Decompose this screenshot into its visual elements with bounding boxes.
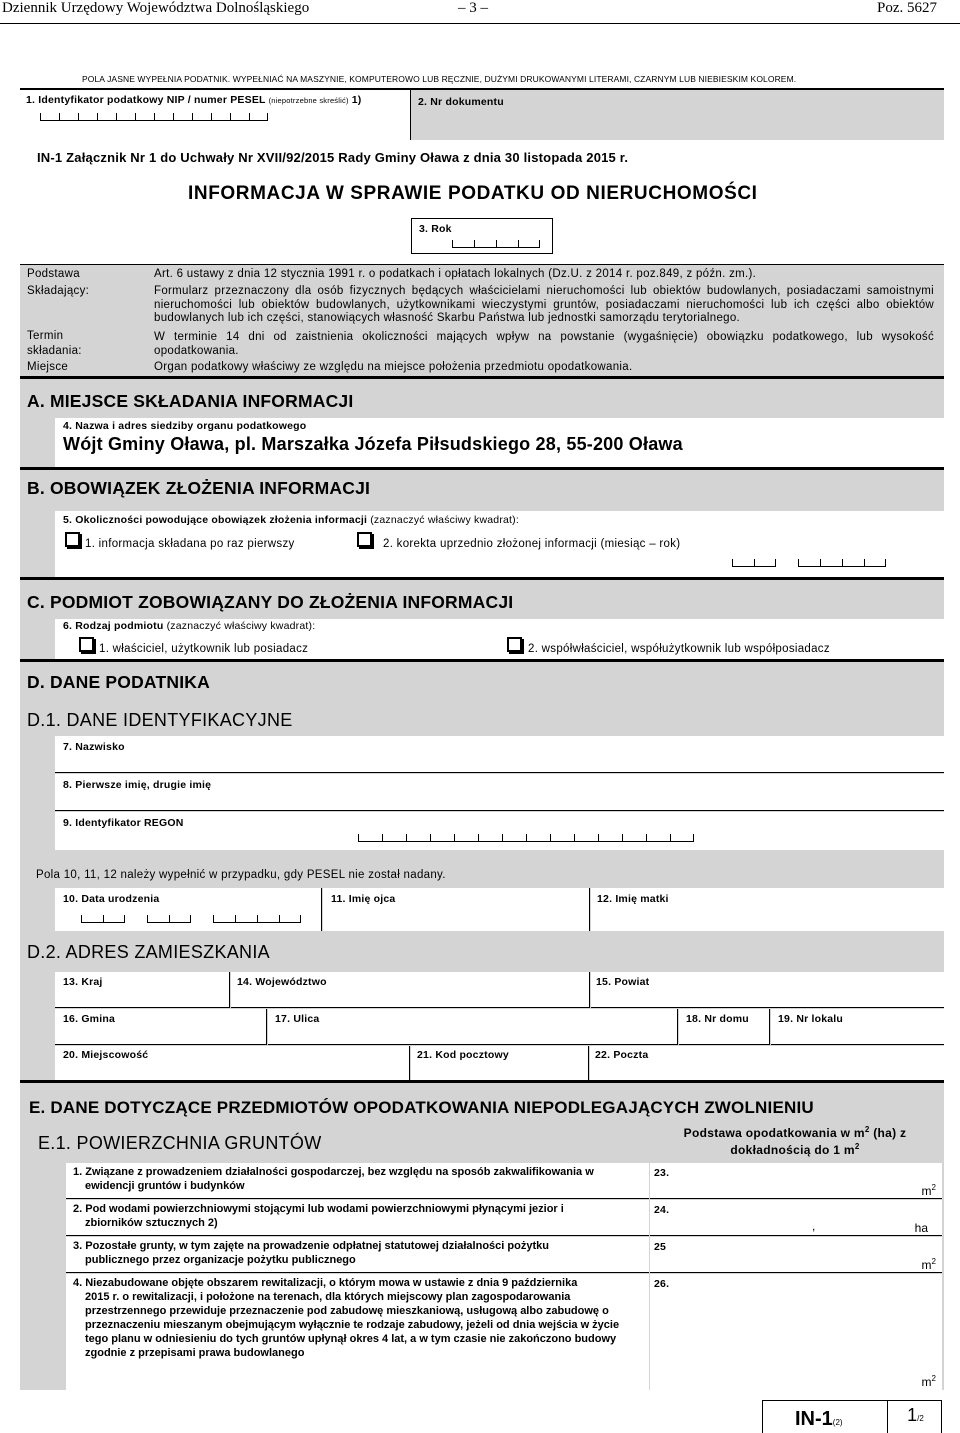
land-row-3-description bbox=[66, 1237, 649, 1273]
field-23-business-land-area[interactable] bbox=[650, 1163, 942, 1199]
land-row-3-text-2: publicznego przez organizacje pożytku publicznego bbox=[85, 1254, 356, 1266]
field-4-value: Wójt Gminy Oława, pl. Marszałka Józefa Piłsudskiego 28, 55-200 Oława bbox=[63, 434, 683, 454]
form-code-box bbox=[762, 1400, 942, 1433]
field-13-country[interactable] bbox=[55, 972, 230, 1008]
section-a-title: A. MIEJSCE SKŁADANIA INFORMACJI bbox=[27, 391, 354, 411]
field-10-year-boxes bbox=[213, 915, 301, 923]
attachment-line: IN-1 Załącznik Nr 1 do Uchwały Nr XVII/92/2015 Rady Gminy Oława z dnia 30 listopada 2015 r. bbox=[37, 150, 629, 165]
field-11-father-name[interactable] bbox=[323, 888, 590, 931]
section-e bbox=[20, 1080, 944, 1390]
field-6-option-2-checkbox[interactable] bbox=[507, 637, 522, 652]
field-4-authority[interactable] bbox=[55, 418, 944, 468]
section-e-title: E. DANE DOTYCZĄCE PRZEDMIOTÓW OPODATKOWANIA NIEPODLEGAJĄCYCH ZWOLNIENIU bbox=[29, 1098, 814, 1117]
field-12-label: 12. Imię matki bbox=[597, 893, 669, 905]
field-14-label: 14. Województwo bbox=[237, 976, 327, 988]
field-1-nip-pesel[interactable] bbox=[20, 90, 411, 140]
field-5-option-2-checkbox[interactable] bbox=[357, 532, 372, 547]
field-2-label: 2. Nr dokumentu bbox=[418, 96, 504, 108]
field-6-subject-type bbox=[55, 619, 944, 661]
field-16-municipality[interactable] bbox=[55, 1009, 267, 1045]
field-6-option-1-label: 1. właściciel, użytkownik lub posiadacz bbox=[99, 643, 309, 655]
deadline-label-2: składania: bbox=[27, 345, 82, 357]
section-e1-title: E.1. POWIERZCHNIA GRUNTÓW bbox=[38, 1133, 322, 1153]
field-3-char-boxes bbox=[452, 240, 540, 248]
form-title: INFORMACJA W SPRAWIE PODATKU OD NIERUCHOMOŚCI bbox=[188, 183, 758, 204]
basis-text: Art. 6 ustawy z dnia 12 stycznia 1991 r. o podatkach i opłatach lokalnych (Dz.U. z 2014 r. poz.849, z późn. zm.). bbox=[154, 268, 757, 280]
legal-info-block bbox=[20, 264, 944, 376]
field-19-label: 19. Nr lokalu bbox=[778, 1013, 844, 1025]
section-d-title: D. DANE PODATNIKA bbox=[27, 672, 210, 692]
field-20-town[interactable] bbox=[55, 1046, 410, 1083]
field-1-label: 1. Identyfikator podatkowy NIP / numer PESEL (niepotrzebne skreślić) 1) bbox=[26, 94, 362, 106]
field-5-circumstances bbox=[55, 511, 944, 577]
field-26-revitalization-land-area[interactable] bbox=[650, 1274, 942, 1391]
land-row-4-text-2: 2015 r. o rewitalizacji, i położone na terenach, dla których miejscowy plan zagospodarowania przestrzennego przewiduje przeznaczenie pod zabudowę mieszkaniową, usługową albo zabudowę o przeznaczeniu mieszanym obejmującym wyłącznie te rodzaje zabudowy, jeżeli od dnia wejścia w życie tego planu w odniesieniu do tych gruntów upłynął okres 4 lat, a w tym czasie nie zakończono budowy zgodnie z przepisami prawa budowlanego bbox=[85, 1291, 620, 1359]
field-5-option-2-label: 2. korekta uprzednio złożonej informacji (miesiąc – rok) bbox=[383, 538, 681, 550]
field-18-label: 18. Nr domu bbox=[686, 1013, 749, 1025]
section-d2-title: D.2. ADRES ZAMIESZKANIA bbox=[27, 942, 270, 962]
field-5-month-boxes bbox=[732, 559, 776, 567]
field-3-label: 3. Rok bbox=[419, 223, 452, 235]
field-11-label: 11. Imię ojca bbox=[331, 893, 396, 905]
field-15-label: 15. Powiat bbox=[596, 976, 650, 988]
section-b bbox=[20, 467, 944, 577]
gazette-header bbox=[0, 0, 960, 24]
section-c bbox=[20, 577, 944, 659]
field-10-birth-date[interactable] bbox=[55, 888, 322, 931]
field-16-label: 16. Gmina bbox=[63, 1013, 115, 1025]
field-5-year-boxes bbox=[798, 559, 886, 567]
field-24-label: 24. bbox=[654, 1204, 670, 1216]
field-23-label: 23. bbox=[654, 1167, 670, 1179]
gazette-page: – 3 – bbox=[458, 0, 488, 16]
field-10-day-boxes bbox=[81, 915, 125, 923]
field-17-street[interactable] bbox=[268, 1009, 678, 1045]
field-23-unit: $m^2$ bbox=[921, 1183, 936, 1198]
field-5-option-1-checkbox[interactable] bbox=[65, 532, 80, 547]
field-25-label: 25 bbox=[654, 1241, 667, 1253]
field-3-year[interactable] bbox=[411, 218, 553, 254]
land-row-2-text-1: 2. Pod wodami powierzchniowymi stojącymi lub wodami powierzchniowymi płynącymi jezior i bbox=[73, 1203, 564, 1215]
field-26-label: 26. bbox=[654, 1278, 670, 1290]
land-row-2-text-2: zbiorników sztucznych 2) bbox=[85, 1217, 218, 1229]
field-17-label: 17. Ulica bbox=[275, 1013, 320, 1025]
section-a bbox=[20, 376, 944, 467]
field-9-label: 9. Identyfikator REGON bbox=[63, 817, 184, 829]
gazette-title: Dziennik Urzędowy Województwa Dolnośląskiego bbox=[2, 0, 310, 16]
deadline-text: W terminie 14 dni od zaistnienia okoliczności mających wpływ na powstanie (wygaśnięcie) obowiązku podatkowego, lub wysokość opodatkowania. bbox=[154, 331, 934, 357]
field-25-other-land-area[interactable] bbox=[650, 1237, 942, 1273]
field-10-month-boxes bbox=[147, 915, 191, 923]
field-21-postal-code[interactable] bbox=[411, 1046, 589, 1083]
filer-label: Składający: bbox=[27, 285, 90, 297]
field-12-mother-name[interactable] bbox=[591, 888, 944, 931]
field-5-label: 5. Okoliczności powodujące obowiązek złożenia informacji (zaznaczyć właściwy kwadrat): bbox=[63, 514, 519, 526]
land-row-4-text-1: 4. Niezabudowane objęte obszarem rewitalizacji, o którym mowa w ustawie z dnia 9 października bbox=[73, 1277, 578, 1289]
section-b-title: B. OBOWIĄZEK ZŁOŻENIA INFORMACJI bbox=[27, 478, 371, 498]
field-1-char-boxes bbox=[40, 113, 268, 121]
pesel-note: Pola 10, 11, 12 należy wypełnić w przypadku, gdy PESEL nie został nadany. bbox=[36, 869, 446, 881]
filer-text: Formularz przeznaczony dla osób fizycznych będących właścicielami nieruchomości lub obiektów budowlanych, posiadaczami samoistnymi nieruchomości lub obiektów budowlanych, użytkownikami wieczystymi gruntów, posiadaczami nieruchomości lub ich części albo obiektów budowlanych lub ich części, stanowiących własność Skarbu Państwa lub jednostki samorządu terytorialnego. bbox=[154, 285, 934, 324]
field-5-option-1-label: 1. informacja składana po raz pierwszy bbox=[85, 538, 295, 550]
field-4-label: 4. Nazwa i adres siedziby organu podatkowego bbox=[63, 420, 307, 432]
field-6-option-1-checkbox[interactable] bbox=[79, 637, 94, 652]
field-8-label: 8. Pierwsze imię, drugie imię bbox=[63, 779, 212, 791]
field-8-first-names[interactable] bbox=[55, 774, 944, 811]
page-counter: 1/2 bbox=[887, 1401, 943, 1433]
place-label: Miejsce bbox=[27, 361, 69, 373]
field-13-label: 13. Kraj bbox=[63, 976, 103, 988]
field-9-char-boxes bbox=[358, 834, 694, 842]
field-22-label: 22. Poczta bbox=[595, 1049, 649, 1061]
gazette-position: Poz. 5627 bbox=[877, 0, 937, 16]
field-15-county[interactable] bbox=[591, 972, 944, 1008]
field-24-comma: , bbox=[812, 1219, 816, 1233]
basis-header: Podstawa opodatkowania w $m^2$ (ha) z dokładnością do 1 $m^2$ bbox=[683, 1125, 907, 1157]
section-d1-title: D.1. DANE IDENTYFIKACYJNE bbox=[27, 710, 293, 730]
field-9-regon[interactable] bbox=[55, 812, 944, 850]
field-22-post-office[interactable] bbox=[590, 1046, 944, 1083]
field-10-label: 10. Data urodzenia bbox=[63, 893, 160, 905]
land-row-4-description bbox=[66, 1274, 649, 1391]
field-14-voivodeship[interactable] bbox=[231, 972, 590, 1008]
field-24-unit: ha bbox=[914, 1221, 928, 1235]
section-c-title: C. PODMIOT ZOBOWIĄZANY DO ZŁOŻENIA INFORMACJI bbox=[27, 592, 514, 612]
section-d bbox=[20, 659, 944, 1080]
land-row-1-text-2: ewidencji gruntów i budynków bbox=[85, 1180, 245, 1192]
field-7-label: 7. Nazwisko bbox=[63, 741, 125, 753]
field-24-water-land-area[interactable] bbox=[650, 1200, 942, 1236]
field-25-unit: $m^2$ bbox=[921, 1257, 936, 1272]
place-text: Organ podatkowy właściwy ze względu na miejsce położenia przedmiotu opodatkowania. bbox=[154, 361, 633, 373]
field-20-label: 20. Miejscowość bbox=[63, 1049, 149, 1061]
land-row-1-description bbox=[66, 1163, 649, 1199]
form-code: IN-1(2) bbox=[795, 1408, 843, 1430]
field-18-house-number[interactable] bbox=[679, 1009, 770, 1045]
basis-label: Podstawa bbox=[27, 268, 80, 280]
field-26-unit: $m^2$ bbox=[921, 1374, 936, 1389]
top-fields-box bbox=[20, 88, 944, 140]
land-row-2-description bbox=[66, 1200, 649, 1236]
field-21-label: 21. Kod pocztowy bbox=[417, 1049, 509, 1061]
field-7-surname[interactable] bbox=[55, 736, 944, 773]
land-row-3-text-1: 3. Pozostałe grunty, w tym zajęte na prowadzenie odpłatnej statutowej działalności pożytku bbox=[73, 1240, 549, 1252]
deadline-label-1: Termin bbox=[27, 330, 64, 342]
land-row-1-text-1: 1. Związane z prowadzeniem działalności gospodarczej, bez względu na sposób zakwalifikowania w bbox=[73, 1166, 594, 1178]
field-6-option-2-label: 2. współwłaściciel, współużytkownik lub współposiadacz bbox=[528, 643, 830, 655]
field-19-apartment-number[interactable] bbox=[771, 1009, 944, 1045]
fill-instruction: POLA JASNE WYPEŁNIA PODATNIK. WYPEŁNIAĆ NA MASZYNIE, KOMPUTEROWO LUB RĘCZNIE, DUŻYMI DRUKOWANYMI LITERAMI, CZARNYM LUB NIEBIESKIM KOLOREM. bbox=[82, 74, 797, 84]
field-6-label: 6. Rodzaj podmiotu (zaznaczyć właściwy kwadrat): bbox=[63, 620, 316, 632]
